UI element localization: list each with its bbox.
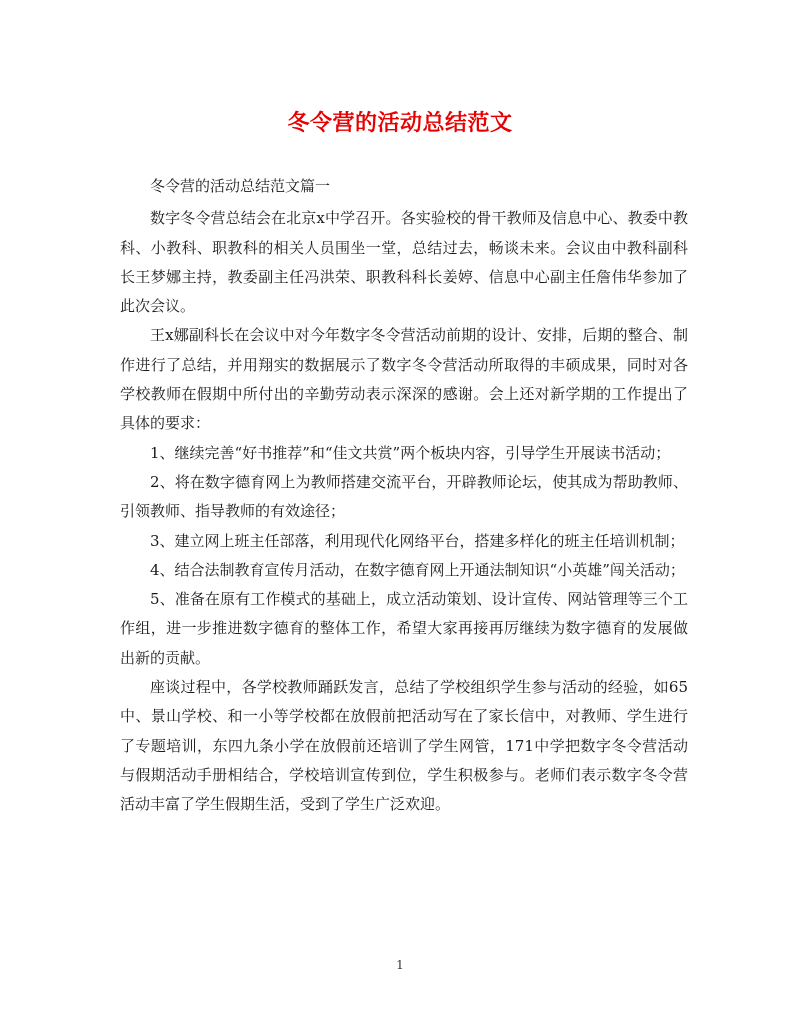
list-item-1: 1、继续完善“好书推荐”和“佳文共赏”两个板块内容，引导学生开展读书活动； — [150, 443, 671, 462]
section-subtitle: 冬令营的活动总结范文篇一 — [150, 177, 331, 195]
paragraph-discussion: 座谈过程中，各学校教师踊跃发言，总结了学校组织学生参与活动的经验，如65中、景山学校、和一小等学校都在放假前把活动写在了家长信中，对教师、学生进行了专题培训，东四九条小学在放假前还培训了学生网管，171中学把数字冬令营活动与假期活动手册相结合，学校培训宣传到位，学生积极参与。老师们表示数字冬令营活动丰富了学生假期生活，受到了学生广泛欢迎。 — [120, 678, 688, 814]
document-title: 冬令营的活动总结范文 — [287, 110, 513, 136]
list-item-3: 3、建立网上班主任部落，利用现代化网络平台，搭建多样化的班主任培训机制； — [150, 531, 685, 550]
list-item-2: 2、将在数字德育网上为教师搭建交流平台，开辟教师论坛，使其成为帮助教师、引领教师、指导教师的有效途径； — [120, 472, 688, 521]
document-body — [120, 172, 688, 820]
page-number: 1 — [396, 958, 404, 972]
list-item-4: 4、结合法制教育宣传月活动，在数字德育网上开通法制知识“小英雄”闯关活动； — [150, 560, 685, 579]
paragraph-summary: 王x娜副科长在会议中对今年数字冬令营活动前期的设计、安排，后期的整合、制作进行了总结，并用翔实的数据展示了数字冬令营活动所取得的丰硕成果，同时对各学校教师在假期中所付出的辛勤劳动表示深深的感谢。会上还对新学期的工作提出了具体的要求： — [120, 326, 688, 433]
list-item-5: 5、准备在原有工作模式的基础上，成立活动策划、设计宣传、网站管理等三个工作组，进一步推进数字德育的整体工作，希望大家再接再厉继续为数字德育的发展做出新的贡献。 — [120, 590, 688, 667]
paragraph-intro: 数字冬令营总结会在北京x中学召开。各实验校的骨干教师及信息中心、教委中教科、小教科、职教科的相关人员围坐一堂，总结过去，畅谈未来。会议由中教科副科长王梦娜主持，教委副主任冯洪荣、职教科科长姜婷、信息中心副主任詹伟华参加了此次会议。 — [120, 209, 688, 316]
